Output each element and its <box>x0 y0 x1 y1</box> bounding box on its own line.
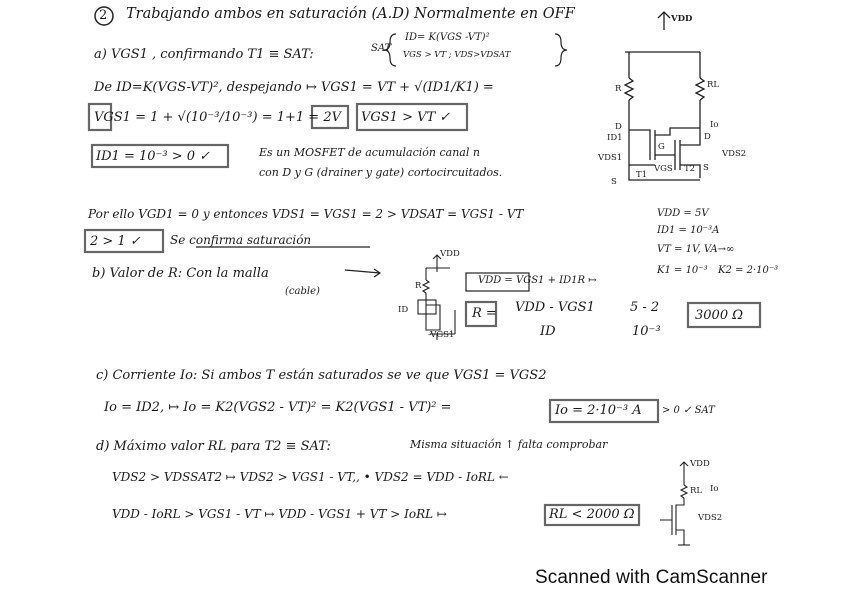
circuit-vgs-label: VGS <box>654 164 673 174</box>
part-c-formula: Io = ID2, ↦ Io = K2(VGS2 - VT)² = K2(VGS1 - VT)² = <box>104 400 452 415</box>
section-number: 2 <box>99 8 108 23</box>
camscanner-watermark: Scanned with CamScanner <box>535 567 768 588</box>
circuit-d-left: D <box>615 122 622 132</box>
given-id1: ID1 = 10⁻³A <box>657 225 720 236</box>
part-d-heading: d) Máximo valor RL para T2 ≡ SAT: <box>96 439 331 454</box>
vgd-line: Por ello VGD1 = 0 y entonces VDS1 = VGS1 = 2 > VDSAT = VGS1 - VT <box>88 207 524 221</box>
circuit-s-right: S <box>703 163 709 173</box>
sat-condition-1: ID= K(VGS -VT)² <box>405 32 490 43</box>
part-b-den2: 10⁻³ <box>632 324 661 339</box>
given-k2: K2 = 2·10⁻³ <box>718 265 779 276</box>
small-b-vdd: VDD <box>440 249 460 259</box>
circuit-t1-label: T1 <box>636 170 648 180</box>
circuit-vds2-label: VDS2 <box>722 149 747 159</box>
circuit-d-right: D <box>704 132 711 142</box>
circuit-s-left: S <box>611 177 617 187</box>
small-circuit-d <box>660 462 690 545</box>
confirm-check: 2 > 1 ✓ <box>90 234 141 249</box>
circuit-t2-label: T2 <box>684 164 696 174</box>
mosfet-note-line-2: con D y G (drainer y gate) cortocircuitados. <box>259 166 503 179</box>
part-d-line-2: VDD - IoRL > VGS1 - VT ↦ VDD - VGS1 + VT > IoRL ↦ <box>112 507 447 521</box>
section-title: Trabajando ambos en saturación (A.D) Normalmente en OFF <box>126 6 575 22</box>
part-c-result: Io = 2·10⁻³ A <box>555 403 642 418</box>
small-d-vdd: VDD <box>690 459 710 469</box>
given-vt: VT = 1V, VA→∞ <box>657 244 735 255</box>
part-a-heading: a) VGS1 , confirmando T1 ≡ SAT: <box>94 47 314 62</box>
circuit-rl-label: RL <box>707 80 720 90</box>
given-k1: K1 = 10⁻³ <box>657 265 708 276</box>
part-b-heading: b) Valor de R: Con la malla <box>92 266 269 281</box>
circuit-io-label: Io <box>710 120 719 130</box>
part-b-num1: VDD - VGS1 <box>515 300 595 315</box>
part-b-r-equals: R = <box>472 306 497 321</box>
small-b-id: ID <box>398 305 409 315</box>
sat-label: SAT <box>371 43 392 54</box>
part-c-heading: c) Corriente Io: Si ambos T están saturados se ve que VGS1 = VGS2 <box>96 368 547 383</box>
vgs1-result: VGS1 = 1 + √(10⁻³/10⁻³) = 1+1 = 2V <box>94 110 341 125</box>
circuit-r-label: R <box>615 84 622 94</box>
main-circuit-diagram <box>625 12 704 180</box>
circuit-g-label: G <box>658 142 665 152</box>
circuit-vds1-label: VDS1 <box>598 153 623 163</box>
part-b-kvl: VDD = VGS1 + ID1R ↦ <box>478 275 597 286</box>
part-c-check: > 0 ✓ SAT <box>662 405 715 416</box>
mosfet-note-line-1: Es un MOSFET de acumulación canal n <box>259 146 480 159</box>
vgs1-check: VGS1 > VT ✓ <box>361 110 451 125</box>
part-b-final: 3000 Ω <box>695 308 743 323</box>
id1-check: ID1 = 10⁻³ > 0 ✓ <box>96 149 211 164</box>
part-d-note: Misma situación ↑ falta comprobar <box>410 438 608 451</box>
small-b-vgs: -VGS1 <box>428 330 455 340</box>
confirm-saturation-text: Se confirma saturación <box>170 233 312 247</box>
part-b-den1: ID <box>540 324 556 339</box>
given-vdd: VDD = 5V <box>657 208 709 219</box>
small-b-r: R <box>415 281 422 291</box>
part-b-num2: 5 - 2 <box>630 300 660 315</box>
part-d-line-1: VDS2 > VDSSAT2 ↦ VDS2 > VGS1 - VT,, • VDS2 = VDD - IoRL ← <box>112 470 509 484</box>
part-a-derivation: De ID=K(VGS-VT)², despejando ↦ VGS1 = VT + √(ID1/K1) = <box>94 80 494 95</box>
part-b-cable: (cable) <box>285 286 320 297</box>
small-d-rl: RL <box>690 486 703 496</box>
circuit-id1-label: ID1 <box>607 133 623 143</box>
part-d-result: RL < 2000 Ω <box>549 507 635 522</box>
small-d-vds2: VDS2 <box>698 513 723 523</box>
small-circuit-b <box>418 255 455 340</box>
small-d-io: Io <box>710 484 719 494</box>
circuit-vdd-label: VDD <box>671 14 693 24</box>
sat-condition-2: VGS > VT ; VDS>VDSAT <box>403 50 511 60</box>
